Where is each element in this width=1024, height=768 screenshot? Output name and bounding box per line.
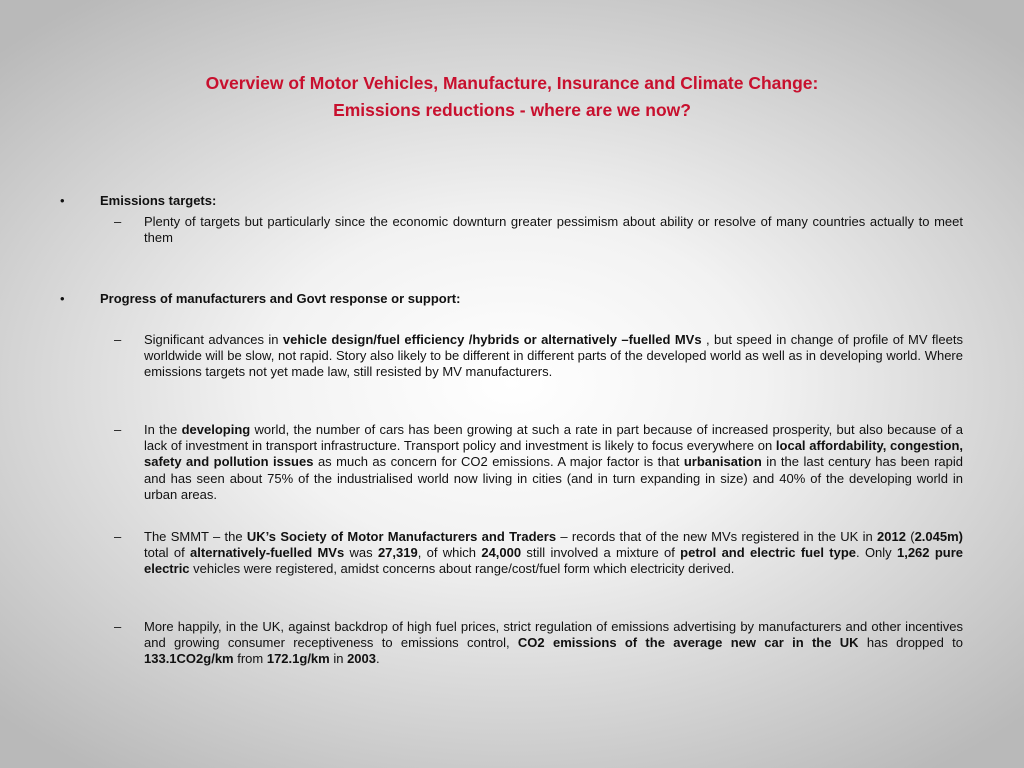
sub-item-targets-1 — [114, 214, 963, 246]
dash-marker: – — [114, 529, 122, 544]
dash-marker: – — [114, 422, 122, 437]
slide-title — [0, 70, 1024, 124]
dash-marker: – — [114, 332, 122, 347]
sub-item-text: Plenty of targets but particularly since the economic downturn greater pessimism about ability or resolve of many countries actually to meet them — [144, 214, 963, 246]
sub-item-progress-4 — [114, 619, 963, 668]
sub-item-progress-3 — [114, 529, 963, 578]
bullet-heading-targets: Emissions targets: — [100, 193, 217, 208]
dash-marker: – — [114, 214, 122, 229]
slide-title-line2: Emissions reductions - where are we now? — [333, 100, 691, 120]
sub-item-text: Significant advances in vehicle design/fuel efficiency /hybrids or alternatively –fuelled MVs , but speed in change of profile of MV fleets worldwide will be slow, not rapid. Story also likely to be different in different parts of the developed world as well as in developing world. Where emissions targets not yet made law, still resisted by MV manufacturers. — [144, 332, 963, 380]
dash-marker: – — [114, 619, 122, 634]
sub-item-text: In the developing world, the number of cars has been growing at such a rate in part because of increased prosperity, but also because of a lack of investment in transport infrastructure. Transport policy and investment is likely to focus everywhere on local affordability, congestion, safety and pollution issues as much as concern for CO2 emissions. A major factor is that urbanisation in the last century has been rapid and has seen about 75% of the industrialised world now living in cities (and in turn expanding in size) and 40% of the developing world in urban areas. — [144, 422, 964, 502]
sub-item-progress-1 — [114, 332, 963, 381]
sub-item-text: More happily, in the UK, against backdrop of high fuel prices, strict regulation of emissions advertising by manufacturers and other incentives and growing consumer receptiveness to emissions control, CO2 emissions of the average new car in the UK has dropped to 133.1CO2g/km from 172.1g/km in 2003. — [144, 619, 963, 667]
slide-title-line1: Overview of Motor Vehicles, Manufacture, Insurance and Climate Change: — [205, 73, 819, 93]
bullet-heading-progress: Progress of manufacturers and Govt response or support: — [100, 291, 461, 306]
sub-item-text: The SMMT – the UK’s Society of Motor Manufacturers and Traders – records that of the new MVs registered in the UK in 2012 (2.045m) total of alternatively-fuelled MVs was 27,319, of which 24,000 still involved a mixture of petrol and electric fuel type. Only 1,262 pure electric vehicles were registered, amidst concerns about range/cost/fuel form which electricity derived. — [144, 529, 963, 577]
bullet-dot: • — [60, 291, 65, 306]
bullet-dot: • — [60, 193, 65, 208]
sub-item-progress-2 — [114, 422, 963, 503]
